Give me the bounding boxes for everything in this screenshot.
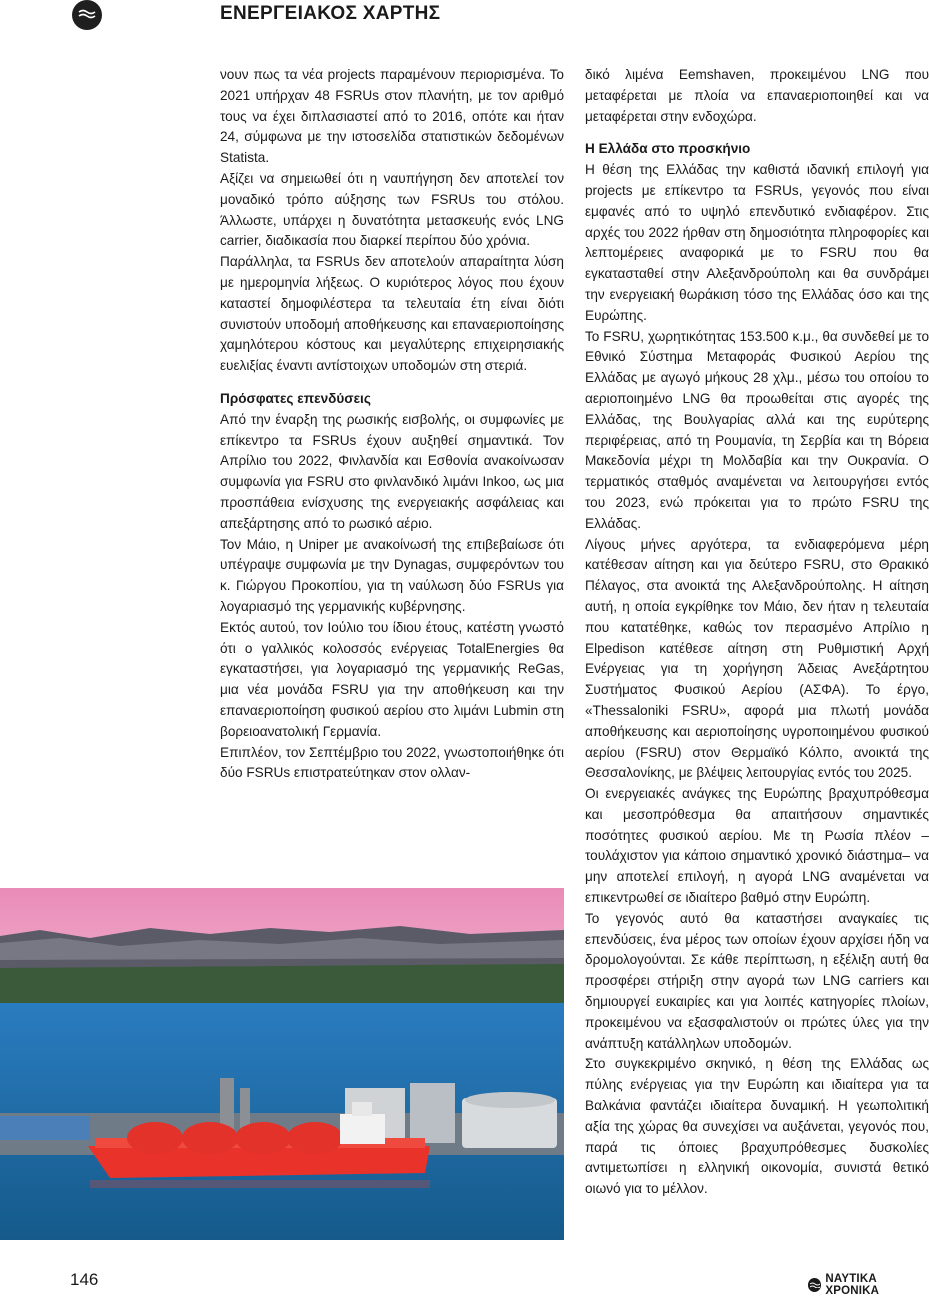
lng-carrier-photo — [0, 888, 564, 1240]
section-heading: Η Ελλάδα στο προσκήνιο — [585, 141, 751, 157]
right-column — [585, 65, 929, 1200]
page-number: 146 — [70, 1270, 99, 1289]
paragraph: Από την έναρξη της ρωσικής εισβολής, οι συμφωνίες με επίκεντρο τα FSRUs έχουν αυξηθεί σημαντικά. Τον Απρίλιο του 2022, Φινλανδία και Εσθονία ανακοίνωσαν συμφωνία για FSRU στο φινλανδικό λιμάνι Inkoo, ως μια προσπάθεια ενίσχυσης της ενεργειακής ασφάλειας και απεξάρτησης από το ρωσικό αέριο. — [220, 411, 564, 531]
section-title: ΕΝΕΡΓΕΙΑΚΟΣ ΧΑΡΤΗΣ — [220, 3, 441, 24]
paragraph: Εκτός αυτού, τον Ιούλιο του ίδιου έτους, κατέστη γνωστό ότι ο γαλλικός κολοσσός ενέργειας TotalEnergies θα εγκαταστήσει, για λογαριασμό της γερμανικής ReGas, μια νέα μονάδα FSRU για την αποθήκευση και την επαναεριοποίηση φυσικού αερίου στο λιμάνι Lubmin στη βορειοανατολική Γερμανία. — [220, 619, 564, 739]
section-heading: Πρόσφατες επενδύσεις — [220, 390, 371, 406]
paragraph: Παράλληλα, τα FSRUs δεν αποτελούν απαραίτητα λύση με ημερομηνία λήξεως. Ο κυριότερος λόγος που έχουν καταστεί δημοφιλέστερα τα τελευταία έτη είναι διότι συνιστούν υποδομή αποθήκευσης και επαναεριοποίησης χαμηλότερου κόστους και μεγαλύτερης επιχειρησιακής ευελιξίας έναντι αντίστοιχων υποδομών στη στεριά. — [220, 254, 564, 374]
paragraph: Στο συγκεκριμένο σκηνικό, η θέση της Ελλάδας ως πύλης ενέργειας για την Ευρώπη και ιδιαίτερα για τα Βαλκάνια φαντάζει ιδιαίτερα δυναμική. Η γεωπολιτική αξία της χώρας θα συνεχίσει να αυξάνεται, γεγονός που, παρά τις όποιες βραχυπρόθεσμες δυσκολίες αντιμετωπίσει η ελληνική οικονομία, συνιστά θετικό οιωνό για το μέλλον. — [585, 1056, 929, 1197]
publication-name: ΝΑΥΤΙΚΑ ΧΡΟΝΙΚΑ — [825, 1273, 880, 1297]
paragraph: Αξίζει να σημειωθεί ότι η ναυπήγηση δεν αποτελεί τον μοναδικό τρόπο αύξησης των FSRUs του στόλου. Άλλωστε, υπάρχει η δυνατότητα μετασκευής ενός LNG carrier, διαδικασία που διαρκεί περίπου δύο χρόνια. — [220, 170, 564, 249]
paragraph: νουν πως τα νέα projects παραμένουν περιορισμένα. Το 2021 υπήρχαν 48 FSRUs στον πλανήτη, με τον αριθμό τους να έχει διπλασιαστεί από το 2016, οπότε και ήταν 24, σύμφωνα με την ιστοσελίδα στατιστικών δεδομένων Statista. — [220, 67, 564, 166]
paragraph: Επιπλέον, τον Σεπτέμβριο του 2022, γνωστοποιήθηκε ότι δύο FSRUs επιστρατεύτηκαν στον ολλαν- — [220, 744, 564, 781]
paragraph: Το FSRU, χωρητικότητας 153.500 κ.μ., θα συνδεθεί με το Εθνικό Σύστημα Μεταφοράς Φυσικού Αερίου της Ελλάδας με αγωγό μήκους 28 χλμ., μέσω του οποίου το αεριοποιημένο LNG θα προωθείται στις αγορές της Ελλάδας, της Βουλγαρίας αλλά και της ευρύτερης περιφέρειας, από τη Ρουμανία, τη Σερβία και τη Βόρεια Μακεδονία μέχρι τη Μολδαβία και την Ουκρανία. Ο τερματικός σταθμός αναμένεται να λειτουργήσει εντός του 2023, ενώ πρόκειται για το πρώτο FSRU της Ελλάδας. — [585, 328, 929, 531]
paragraph: δικό λιμένα Eemshaven, προκειμένου LNG που μεταφέρεται με πλοία να επαναεριοποιηθεί και να μεταφέρεται στην ενδοχώρα. — [585, 67, 929, 124]
paragraph: Λίγους μήνες αργότερα, τα ενδιαφερόμενα μέρη κατέθεσαν αίτηση και για δεύτερο FSRU, στο Θρακικό Πέλαγος, στα ανοικτά της Αλεξανδρούπολης. Η αίτηση αυτή, η οποία εγκρίθηκε τον Μάιο, δεν ήταν η τελευταία που κατατέθηκε, καθώς τον περασμένο Απρίλιο η Elpedison κατέθεσε αίτηση στη Ρυθμιστική Αρχή Ενέργειας για τη χορήγηση Άδειας Ανεξάρτητου Συστήματος Φυσικού Αερίου (ΑΣΦΑ). Το έργο, «Thessaloniki FSRU», αφορά μια πλωτή μονάδα αποθήκευσης και αεριοποίησης υγροποιημένου φυσικού αερίου (FSRU) στον Θερμαϊκό Κόλπο, ανοικτά της Θεσσαλονίκης, με βλέψεις λειτουργίας εντός του 2025. — [585, 536, 929, 781]
paragraph: Οι ενεργειακές ανάγκες της Ευρώπης βραχυπρόθεσμα και μεσοπρόθεσμα θα απαιτήσουν σημαντικές ποσότητες φυσικού αερίου. Με τη Ρωσία πλέον –τουλάχιστον για κάποιο σημαντικό χρονικό διάστημα– να μην αποτελεί επιλογή, η αγορά LNG αναμένεται να επικεντρωθεί σε ιδιαίτερο βαθμό στην Ευρώπη. — [585, 786, 929, 906]
wave-logo-icon — [72, 0, 102, 30]
left-column — [220, 65, 564, 784]
wave-logo-icon — [808, 1278, 821, 1292]
paragraph: Το γεγονός αυτό θα καταστήσει αναγκαίες τις επενδύσεις, ένα μέρος των οποίων έχουν αρχίσει ήδη να δρομολογούνται. Σε κάθε περίπτωση, η εξέλιξη αυτή θα προσφέρει στήριξη στην αγορά των LNG carriers και δημιουργεί ευκαιρίες και για λοιπές κατηγορίες πλοίων, προκειμένου να εξασφαλιστούν οι πρώτες ύλες για την ανάπτυξη κατάλληλων υποδομών. — [585, 910, 929, 1051]
paragraph: Η θέση της Ελλάδας την καθιστά ιδανική επιλογή για projects με επίκεντρο τα FSRUs, γεγονός που είναι εμφανές από το υψηλό επενδυτικό ενδιαφέρον. Στις αρχές του 2022 ήρθαν στη δημοσιότητα πληροφορίες και λεπτομέρειες αναφορικά με το FSRU που θα εγκατασταθεί στην Αλεξανδρούπολη και θα συνδράμει την ενεργειακή θωράκιση τόσο της Ελλάδας όσο και της Ευρώπης. — [585, 162, 929, 323]
publication-brand — [808, 1273, 929, 1297]
paragraph: Τον Μάιο, η Uniper με ανακοίνωσή της επιβεβαίωσε ότι υπέγραψε συμφωνία με την Dynagas, συμφερόντων του κ. Γιώργου Προκοπίου, για τη ναύλωση δύο FSRUs για λογαριασμό της γερμανικής κυβέρνησης. — [220, 536, 564, 614]
